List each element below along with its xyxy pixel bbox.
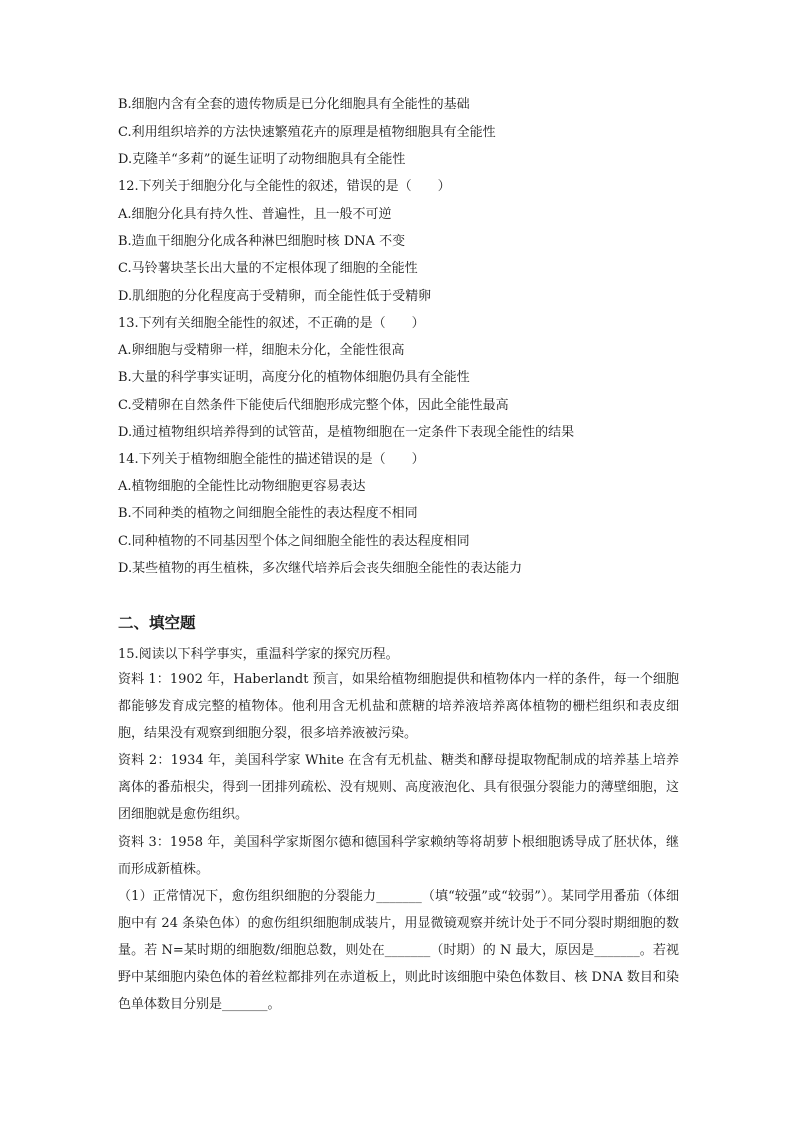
q12-option-a: A.细胞分化具有持久性、普遍性，且一般不可逆: [118, 207, 392, 222]
q14-option-b: B.不同种类的植物之间细胞全能性的表达程度不相同: [118, 506, 418, 521]
section-heading: 二、填空题: [118, 614, 196, 632]
q11-option-d: D.克隆羊“多莉”的诞生证明了动物细胞具有全能性: [118, 152, 406, 167]
q15-stem: 15.阅读以下科学事实，重温科学家的探究历程。: [118, 647, 399, 662]
q13-option-d: D.通过植物组织培养得到的试管苗，是植物细胞在一定条件下表现全能性的结果: [118, 425, 575, 440]
q14-option-c: C.同种植物的不同基因型个体之间细胞全能性的表达程度相同: [118, 534, 470, 549]
q12-stem: 12.下列关于细胞分化与全能性的叙述，错误的是（ ）: [118, 179, 451, 194]
q14-option-d: D.某些植物的再生植株，多次继代培养后会丧失细胞全能性的表达能力: [118, 561, 523, 576]
q13-option-b: B.大量的科学事实证明，高度分化的植物体细胞仍具有全能性: [118, 370, 470, 385]
q13-option-a: A.卵细胞与受精卵一样，细胞未分化，全能性很高: [118, 343, 405, 358]
q11-option-c: C.利用组织培养的方法快速繁殖花卉的原理是植物细胞具有全能性: [118, 125, 496, 140]
q15-subquestion-1: （1）正常情况下，愈伤组织细胞的分裂能力_______（填“较强”或“较弱”）。某同学用番茄（体细胞中有 24 条染色体）的愈伤组织细胞制成装片，用显微镜观察并统计处于不同分裂时期细胞的数量。若 N=某时期的细胞数/细胞总数，则处在_______（时期）的 N 最大，原因是_______。若视野中某细胞内染色体的着丝粒都排列在赤道板上，则此时该细胞中染色体数目、核 DNA 数目和染色单体数目分别是_______。: [118, 889, 679, 1012]
q12-option-c: C.马铃薯块茎长出大量的不定根体现了细胞的全能性: [118, 261, 418, 276]
q13-stem: 13.下列有关细胞全能性的叙述，不正确的是（ ）: [118, 316, 425, 331]
q12-option-b: B.造血干细胞分化成各种淋巴细胞时核 DNA 不变: [118, 234, 406, 249]
q14-stem: 14.下列关于植物细胞全能性的描述错误的是（ ）: [118, 452, 425, 467]
material-2: 资料 2：1934 年，美国科学家 White 在含有无机盐、糖类和酵母提取物配制成的培养基上培养离体的番茄根尖，得到一团排列疏松、没有规则、高度液泡化、具有很强分裂能力的薄壁细胞，这团细胞就是愈伤组织。: [118, 753, 679, 822]
material-3: 资料 3：1958 年，美国科学家斯图尔德和德国科学家赖纳等将胡萝卜根细胞诱导成了胚状体，继而形成新植株。: [118, 835, 679, 877]
q11-option-b: B.细胞内含有全套的遗传物质是已分化细胞具有全能性的基础: [118, 97, 470, 112]
q12-option-d: D.肌细胞的分化程度高于受精卵，而全能性低于受精卵: [118, 289, 432, 304]
material-1: 资料 1：1902 年，Haberlandt 预言，如果给植物细胞提供和植物体内一样的条件，每一个细胞都能够发育成完整的植物体。他利用含无机盐和蔗糖的培养液培养离体植物的栅栏组织和表皮细胞，结果没有观察到细胞分裂，很多培养液被污染。: [118, 672, 679, 741]
q14-option-a: A.植物细胞的全能性比动物细胞更容易表达: [118, 479, 366, 494]
q13-option-c: C.受精卵在自然条件下能使后代细胞形成完整个体，因此全能性最高: [118, 398, 509, 413]
